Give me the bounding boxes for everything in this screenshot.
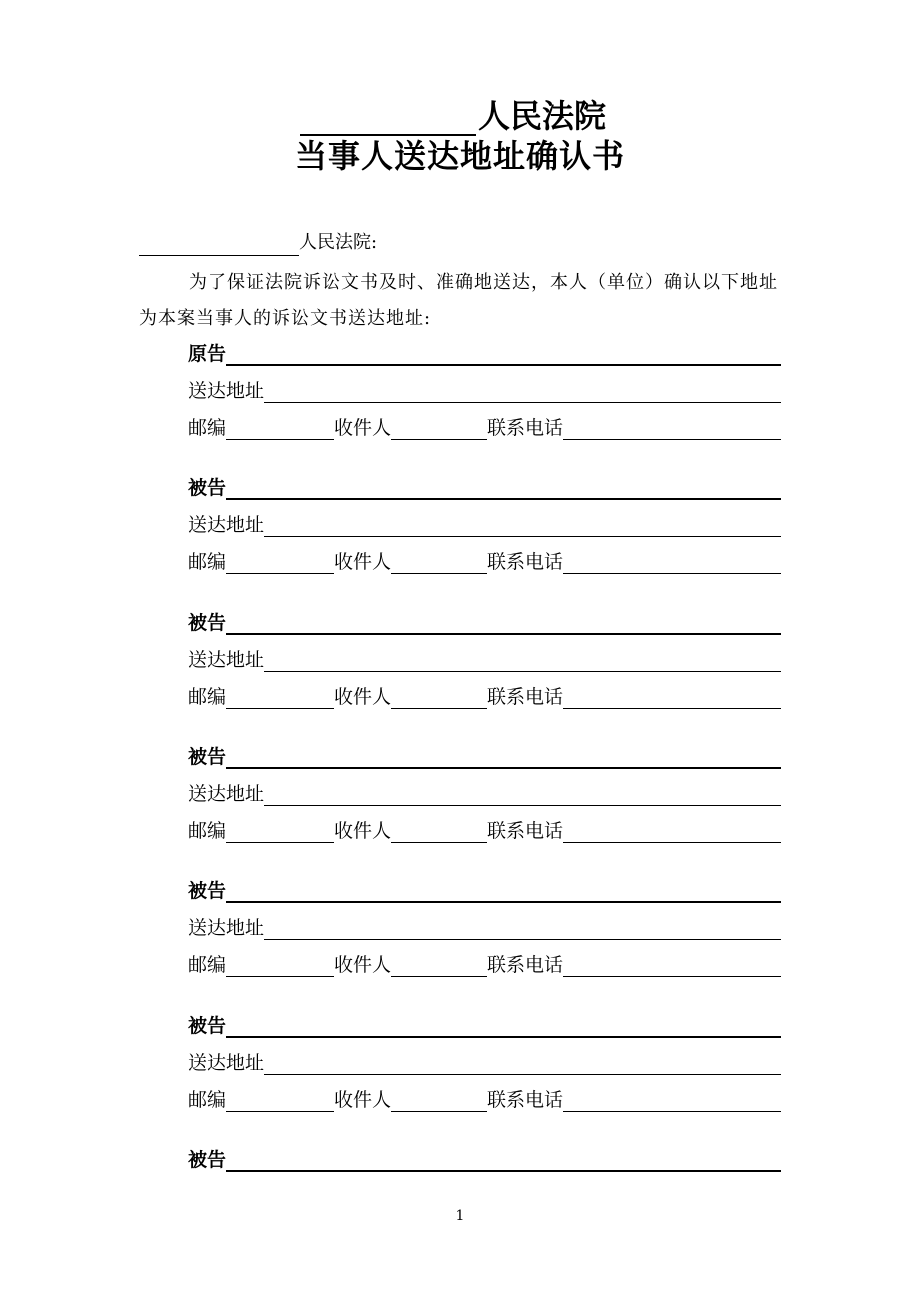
phone-label: 联系电话 (487, 417, 564, 439)
phone-field[interactable] (563, 417, 781, 440)
postcode-label: 邮编 (188, 417, 227, 439)
recipient-field[interactable] (391, 820, 487, 843)
address-field[interactable] (264, 1052, 781, 1075)
party-name-field[interactable] (226, 342, 781, 366)
recipient-label: 收件人 (334, 551, 392, 573)
postcode-label: 邮编 (188, 686, 227, 708)
postcode-label: 邮编 (188, 551, 227, 573)
party-contact-row (188, 414, 781, 440)
recipient-field[interactable] (391, 686, 487, 709)
court-name-line (300, 96, 606, 136)
party-contact-row (188, 1086, 781, 1112)
address-label: 送达地址 (188, 380, 265, 402)
address-label: 送达地址 (188, 783, 265, 805)
recipient-field[interactable] (391, 417, 487, 440)
party-contact-row (188, 683, 781, 709)
party-role-label: 被告 (188, 880, 227, 902)
party-role-label: 被告 (188, 612, 227, 634)
party-address-row (188, 914, 781, 940)
party-role-label: 被告 (188, 1149, 227, 1171)
party-address-row (188, 1049, 781, 1075)
party-role-label: 被告 (188, 477, 227, 499)
court-name-blank[interactable] (300, 104, 476, 136)
party-name-field[interactable] (226, 1014, 781, 1038)
party-role-label: 原告 (188, 343, 227, 365)
address-label: 送达地址 (188, 514, 265, 536)
party-contact-row (188, 817, 781, 843)
address-label: 送达地址 (188, 917, 265, 939)
postcode-field[interactable] (226, 551, 334, 574)
recipient-label: 收件人 (334, 686, 392, 708)
recipient-label: 收件人 (334, 954, 392, 976)
party-name-field[interactable] (226, 611, 781, 635)
document-title: 当事人送达地址确认书 (294, 137, 625, 175)
phone-label: 联系电话 (487, 820, 564, 842)
phone-field[interactable] (563, 686, 781, 709)
intro-paragraph: 为了保证法院诉讼文书及时、准确地送达，本人（单位）确认以下地址为本案当事人的诉讼文书送达地址: (139, 272, 778, 329)
recipient-field[interactable] (391, 551, 487, 574)
phone-label: 联系电话 (487, 954, 564, 976)
phone-field[interactable] (563, 1089, 781, 1112)
party-name-field[interactable] (226, 879, 781, 903)
party-role-label: 被告 (188, 746, 227, 768)
postcode-label: 邮编 (188, 954, 227, 976)
phone-label: 联系电话 (487, 686, 564, 708)
party-address-row (188, 377, 781, 403)
recipient-field[interactable] (391, 1089, 487, 1112)
court-suffix: 人民法院 (478, 97, 607, 135)
party-role-row (188, 1146, 781, 1172)
party-name-field[interactable] (226, 1148, 781, 1172)
address-field[interactable] (264, 649, 781, 672)
party-address-row (188, 780, 781, 806)
party-contact-row (188, 951, 781, 977)
recipient-label: 收件人 (334, 417, 392, 439)
recipient-field[interactable] (391, 954, 487, 977)
phone-label: 联系电话 (487, 1089, 564, 1111)
address-label: 送达地址 (188, 1052, 265, 1074)
address-field[interactable] (264, 380, 781, 403)
postcode-field[interactable] (226, 954, 334, 977)
address-field[interactable] (264, 514, 781, 537)
party-role-row (188, 877, 781, 903)
postcode-field[interactable] (226, 820, 334, 843)
party-role-label: 被告 (188, 1015, 227, 1037)
address-field[interactable] (264, 783, 781, 806)
party-address-row (188, 511, 781, 537)
party-name-field[interactable] (226, 476, 781, 500)
postcode-label: 邮编 (188, 820, 227, 842)
party-name-field[interactable] (226, 745, 781, 769)
party-role-row (188, 474, 781, 500)
party-address-row (188, 646, 781, 672)
addressee-line (139, 230, 377, 256)
phone-field[interactable] (563, 820, 781, 843)
party-role-row (188, 609, 781, 635)
postcode-label: 邮编 (188, 1089, 227, 1111)
addressee-suffix: 人民法院: (299, 232, 378, 253)
phone-label: 联系电话 (487, 551, 564, 573)
addressee-court-blank[interactable] (139, 235, 299, 256)
party-contact-row (188, 548, 781, 574)
party-role-row (188, 340, 781, 366)
postcode-field[interactable] (226, 686, 334, 709)
party-role-row (188, 743, 781, 769)
phone-field[interactable] (563, 954, 781, 977)
postcode-field[interactable] (226, 1089, 334, 1112)
postcode-field[interactable] (226, 417, 334, 440)
party-role-row (188, 1012, 781, 1038)
address-label: 送达地址 (188, 649, 265, 671)
page-number: 1 (455, 1208, 465, 1224)
phone-field[interactable] (563, 551, 781, 574)
address-field[interactable] (264, 917, 781, 940)
recipient-label: 收件人 (334, 820, 392, 842)
recipient-label: 收件人 (334, 1089, 392, 1111)
